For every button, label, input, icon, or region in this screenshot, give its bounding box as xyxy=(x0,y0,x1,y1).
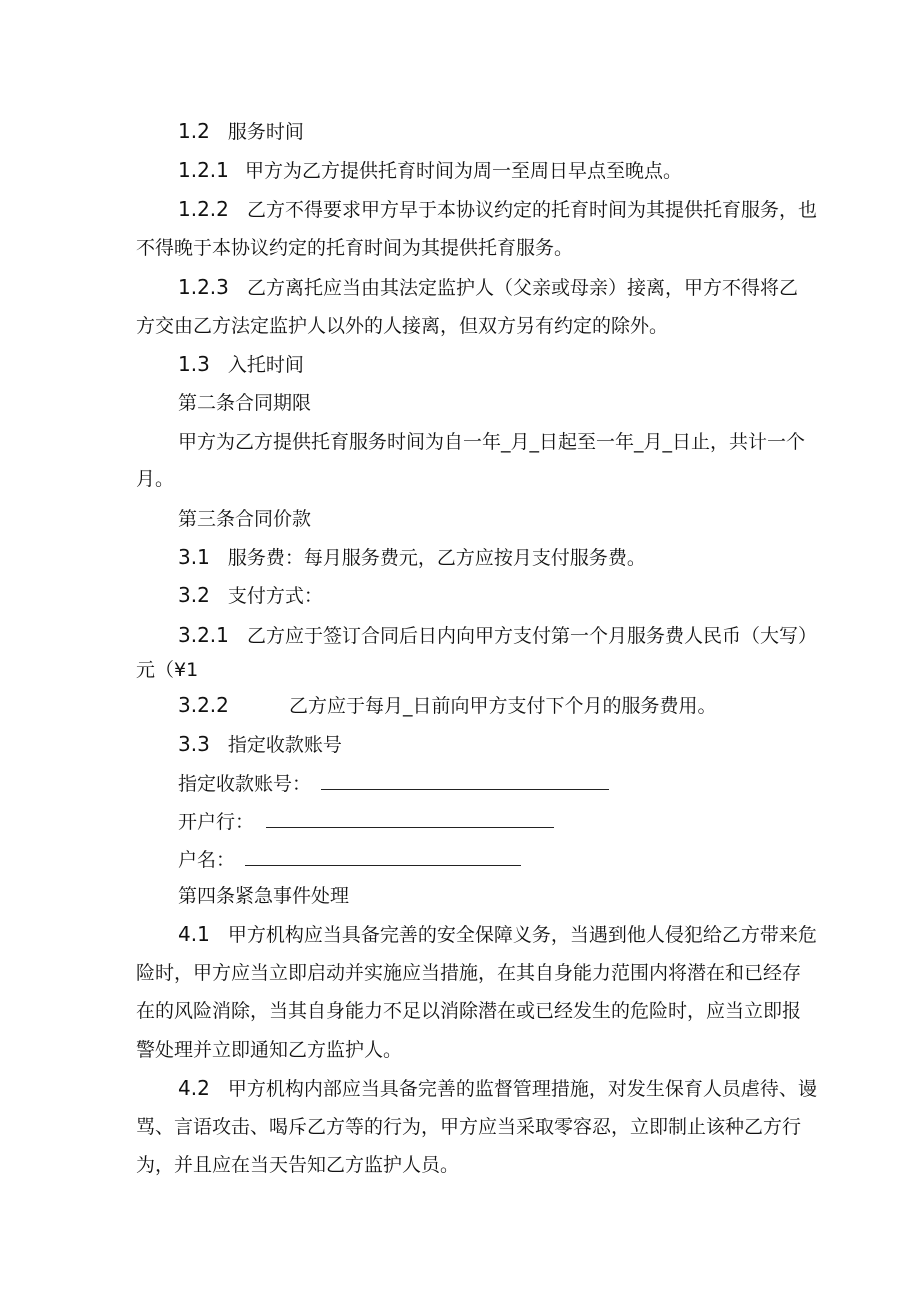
paragraph-continuation: 方交由乙方法定监护人以外的人接离，但双方另有约定的除外。 xyxy=(136,315,669,337)
article-2-title: 第二条合同期限 xyxy=(178,392,312,414)
account-name-label: 户名： xyxy=(178,849,236,871)
paragraph-continuation: 不得晚于本协议约定的托育时间为其提供托育服务。 xyxy=(136,237,574,259)
section-number: 3.3 xyxy=(178,732,210,756)
section-number: 1.2.3 xyxy=(178,275,229,299)
paragraph-text: 乙方不得要求甲方早于本协议约定的托育时间为其提供托育服务，也 xyxy=(246,199,817,221)
section-1-2-2 xyxy=(178,197,817,222)
section-number: 4.2 xyxy=(178,1076,210,1100)
section-1-2-3 xyxy=(178,275,798,300)
section-3-2-1 xyxy=(178,623,817,648)
section-3-3 xyxy=(178,732,342,757)
section-heading: 入托时间 xyxy=(227,354,304,376)
paragraph-text: 乙方应于签订合同后日内向甲方支付第一个月服务费人民币（大写） xyxy=(246,625,817,647)
article-3-title: 第三条合同价款 xyxy=(178,508,312,530)
paragraph-text: 服务费：每月服务费元，乙方应按月支付服务费。 xyxy=(227,547,646,569)
section-number: 1.2.1 xyxy=(178,158,229,182)
section-number: 3.1 xyxy=(178,545,210,569)
bank-label: 开户行： xyxy=(178,811,255,833)
paragraph-continuation: 元（¥1 xyxy=(136,659,199,681)
account-number-blank xyxy=(321,771,609,790)
bank-blank xyxy=(266,809,554,828)
section-4-1 xyxy=(178,922,817,947)
section-heading: 服务时间 xyxy=(227,121,304,143)
paragraph-text: 甲方为乙方提供托育时间为周一至周日早点至晚点。 xyxy=(244,160,682,182)
section-1-2 xyxy=(178,119,304,144)
article-4-title: 第四条紧急事件处理 xyxy=(178,885,350,907)
paragraph-text: 乙方应于每月_日前向甲方支付下个月的服务费用。 xyxy=(288,695,717,717)
paragraph-text: 甲方机构内部应当具备完善的监督管理措施，对发生保育人员虐待、谩 xyxy=(227,1078,817,1100)
account-number-row xyxy=(178,771,609,796)
bank-row xyxy=(178,809,554,834)
section-4-2 xyxy=(178,1076,817,1101)
account-number-label: 指定收款账号： xyxy=(178,773,312,795)
paragraph-continuation: 为，并且应在当天告知乙方监护人员。 xyxy=(136,1154,460,1176)
section-3-2 xyxy=(178,583,323,608)
section-3-1 xyxy=(178,545,646,570)
account-name-blank xyxy=(245,847,521,866)
section-number: 3.2 xyxy=(178,583,210,607)
paragraph-text: 甲方为乙方提供托育服务时间为自一年_月_日起至一年_月_日止，共计一个 xyxy=(178,431,806,453)
section-1-2-1 xyxy=(178,158,682,183)
account-name-row xyxy=(178,847,521,872)
section-number: 4.1 xyxy=(178,922,210,946)
paragraph-text: 乙方离托应当由其法定监护人（父亲或母亲）接离，甲方不得将乙 xyxy=(246,277,798,299)
paragraph-continuation: 月。 xyxy=(136,468,175,490)
section-number: 3.2.2 xyxy=(178,693,229,717)
section-heading: 指定收款账号 xyxy=(227,734,342,756)
section-1-3 xyxy=(178,352,304,377)
section-number: 3.2.1 xyxy=(178,623,229,647)
section-number: 1.3 xyxy=(178,352,210,376)
paragraph-continuation: 险时，甲方应当立即启动并实施应当措施，在其自身能力范围内将潜在和已经存 xyxy=(136,962,802,984)
paragraph-continuation: 警处理并立即通知乙方监护人。 xyxy=(136,1039,403,1061)
paragraph-text: 甲方机构应当具备完善的安全保障义务，当遇到他人侵犯给乙方带来危 xyxy=(227,924,817,946)
section-number: 1.2.2 xyxy=(178,197,229,221)
paragraph-continuation: 骂、言语攻击、喝斥乙方等的行为，甲方应当采取零容忍，立即制止该种乙方行 xyxy=(136,1116,802,1138)
section-heading: 支付方式： xyxy=(227,585,323,607)
section-number: 1.2 xyxy=(178,119,210,143)
paragraph-continuation: 在的风险消除，当其自身能力不足以消除潜在或已经发生的危险时，应当立即报 xyxy=(136,1000,802,1022)
section-3-2-2 xyxy=(178,693,716,718)
